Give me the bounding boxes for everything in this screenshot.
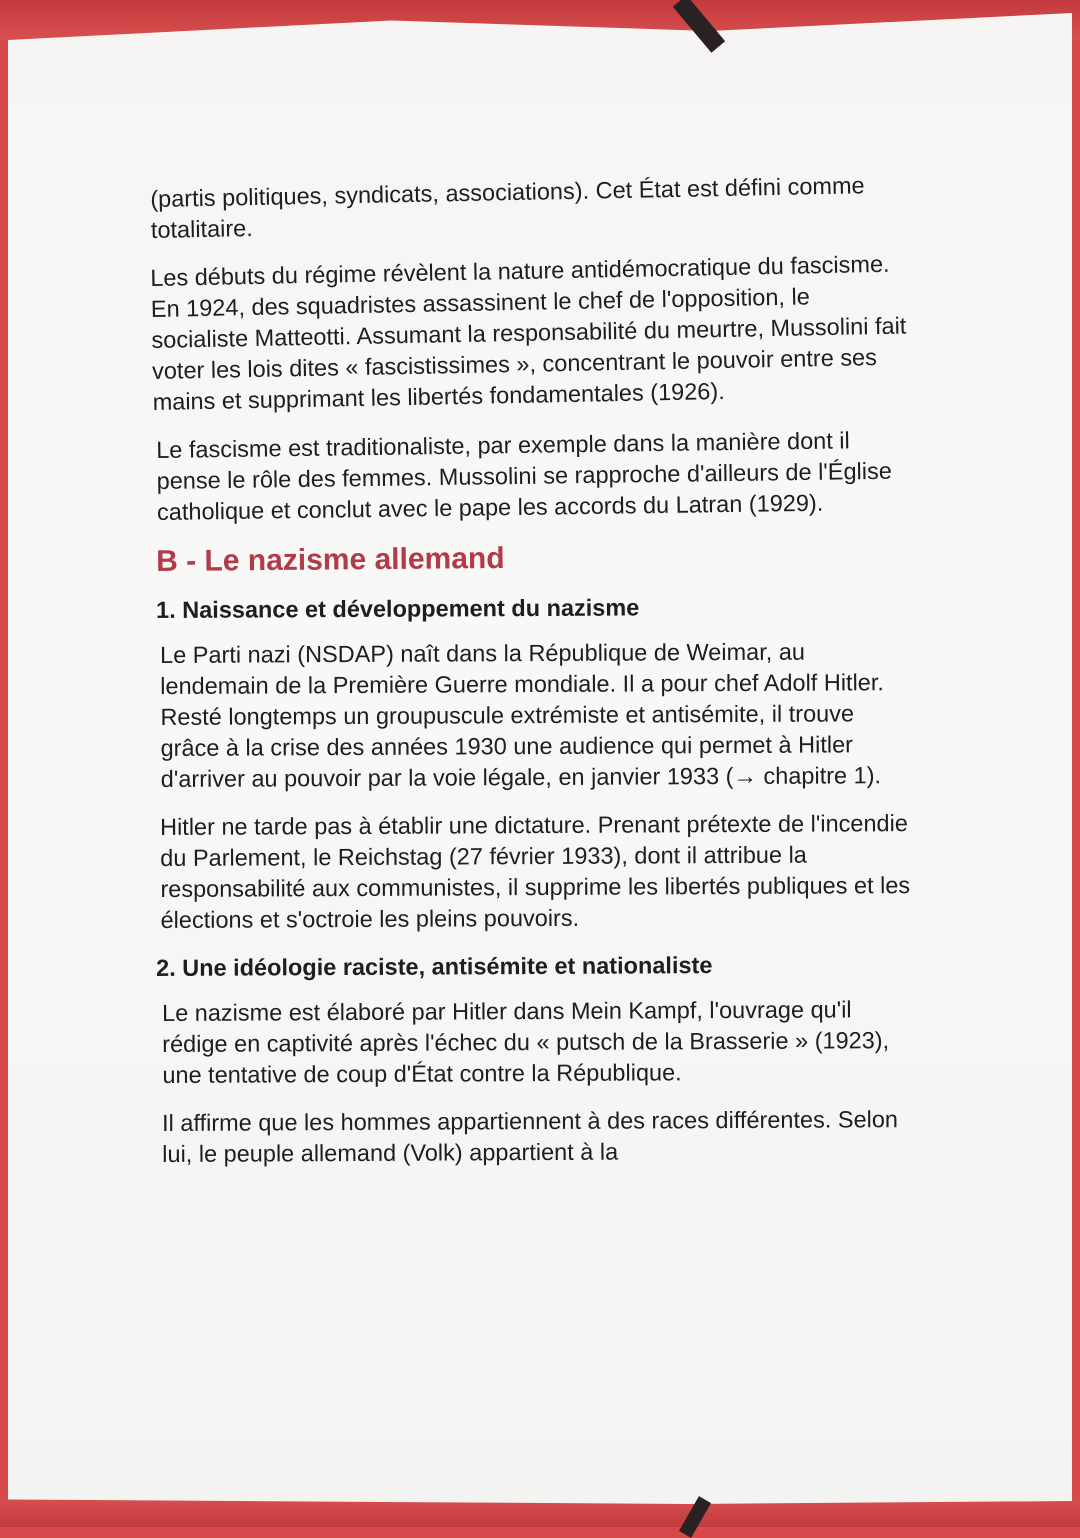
paragraph-races: Il affirme que les hommes appartiennent à des races différentes. Selon lui, le peuple allemand (Volk) appartient à la <box>162 1106 899 1167</box>
paragraph-traditionalism: Le fascisme est traditionaliste, par exemple dans la manière dont il pense le rôle des femmes. Mussolini se rapproche d'ailleurs de l'Église catholique et conclut avec le pape les accords du Latran (1929). <box>156 427 892 525</box>
subsection-title-naissance: 1. Naissance et développement du nazisme <box>156 594 640 623</box>
document-content <box>150 172 911 1187</box>
paragraph-mein-kampf: Le nazisme est élaboré par Hitler dans Mein Kampf, l'ouvrage qu'il rédige en captivité après l'échec du « putsch de la Brasserie » (1923), une tentative de coup d'État contre la République. <box>162 996 890 1088</box>
paragraph-regime-beginnings: Les débuts du régime révèlent la nature antidémocratique du fascisme. En 1924, des squadristes assassinent le chef de l'opposition, le socialiste Matteotti. Assumant la responsabilité du meurtre, Mussolini fait voter les lois dites « fascistissimes », concentrant le pouvoir entre ses mains et supprimant les libertés fondamentales (1926). <box>150 250 907 415</box>
section-title-nazisme: B - Le nazisme allemand <box>156 541 505 578</box>
intro-paragraph: (partis politiques, syndicats, associations). Cet État est défini comme totalitaire. <box>150 172 865 243</box>
paragraph-dictature: Hitler ne tarde pas à établir une dictature. Prenant prétexte de l'incendie du Parlement, le Reichstag (27 février 1933), dont il attribue la responsabilité aux communistes, il supprime les libertés publiques et les élections et s'octroie les pleins pouvoirs. <box>160 810 911 933</box>
paragraph-parti-nazi: Le Parti nazi (NSDAP) naît dans la République de Weimar, au lendemain de la Première Guerre mondiale. Il a pour chef Adolf Hitler. Resté longtemps un groupuscule extrémiste et antisémite, il trouve grâce à la crise des années 1930 une audience qui permet à Hitler d'arriver au pouvoir par la voie légale, en janvier 1933 (→ chapitre 1). <box>160 638 884 792</box>
subsection-title-ideologie: 2. Une idéologie raciste, antisémite et nationaliste <box>156 952 713 981</box>
